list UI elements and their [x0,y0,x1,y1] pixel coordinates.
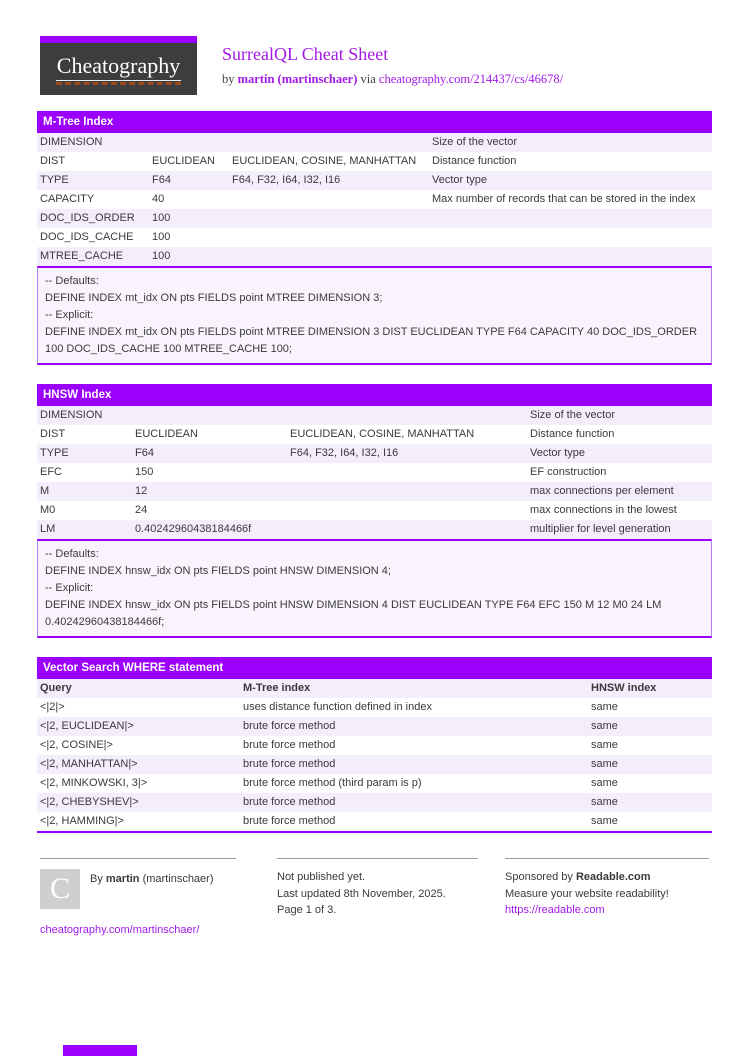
sponsor-name: Readable.com [575,871,651,883]
table-cell [149,133,229,152]
table-cell: brute force method [243,720,336,732]
mtree-code-block [37,266,712,365]
table-cell: 0.40242960438184466f [135,523,252,535]
table-row [37,444,712,463]
table-cell: brute force method [243,796,336,808]
sponsored-by-label: Sponsored by [505,871,573,883]
table-row [37,774,712,793]
table-cell: same [591,758,618,770]
last-updated: Last updated 8th November, 2025. [277,887,446,900]
table-cell: 150 [135,466,154,478]
code-line: -- Explicit: [45,582,94,594]
table-cell [229,190,429,209]
table-cell [229,209,429,228]
table-row [37,209,712,228]
table-cell [229,228,429,247]
table-cell: <|2, EUCLIDEAN|> [40,720,134,732]
table-cell [287,482,527,501]
table-cell: TYPE [40,447,69,459]
table-row [37,463,712,482]
code-line: DEFINE INDEX hnsw_idx ON pts FIELDS point HNSW DIMENSION 4 DIST EUCLIDEAN TYPE F64 EFC 150 M 12 M0 24 LM 0.40242960438184466f; [45,599,662,628]
table-cell [287,463,527,482]
table-cell: same [591,701,618,713]
logo-underline-dashes [56,82,181,85]
table-cell: <|2|> [40,701,65,713]
byline-via: via [360,72,376,86]
table-cell: <|2, MINKOWSKI, 3|> [40,777,148,789]
column-header-cell: HNSW index [591,682,657,694]
table-cell: EF construction [530,466,607,478]
table-cell: max connections in the lowest [530,504,677,516]
code-line: -- Defaults: [45,275,99,287]
table-cell [287,501,527,520]
vector-search-table [37,679,712,833]
table-cell: same [591,777,618,789]
hnsw-params-table [37,406,712,539]
column-header-cell: Query [40,682,72,694]
table-cell [429,247,712,266]
table-cell: <|2, MANHATTAN|> [40,758,138,770]
footer-by-label: By [90,873,103,885]
table-cell: Vector type [530,447,586,459]
publish-status: Not published yet. [277,871,366,883]
table-cell: multiplier for level generation [530,523,671,535]
table-cell: DIMENSION [40,409,103,421]
table-cell: MTREE_CACHE [40,250,124,262]
mtree-params-table [37,133,712,266]
table-cell: 40 [152,193,165,205]
table-cell: same [591,739,618,751]
table-cell: F64, F32, I64, I32, I16 [232,174,341,186]
table-row [37,171,712,190]
table-cell: EUCLIDEAN, COSINE, MANHATTAN [290,428,475,440]
table-cell: EUCLIDEAN, COSINE, MANHATTAN [232,155,417,167]
table-cell: <|2, COSINE|> [40,739,113,751]
table-cell: DIMENSION [40,136,103,148]
table-cell [132,406,287,425]
table-row [37,482,712,501]
sheet-url-link[interactable]: cheatography.com/214437/cs/46678/ [378,72,564,86]
table-cell [429,228,712,247]
table-cell: DOC_IDS_CACHE [40,231,134,243]
section-header-vector-search: Vector Search WHERE statement [37,657,712,679]
table-cell [229,247,429,266]
table-cell: uses distance function defined in index [243,701,432,713]
table-cell: 12 [135,485,148,497]
table-header-row [37,679,712,698]
table-row [37,717,712,736]
byline-by: by [222,72,235,86]
code-line: DEFINE INDEX mt_idx ON pts FIELDS point MTREE DIMENSION 3 DIST EUCLIDEAN TYPE F64 CAPACITY 40 DOC_IDS_ORDER 100 DOC_IDS_CACHE 100 MTREE_CACHE 100; [45,326,698,355]
table-cell: F64 [152,174,171,186]
footer-sponsor-column [505,858,709,919]
table-row [37,406,712,425]
table-row [37,812,712,832]
code-line: -- Explicit: [45,309,94,321]
cheatography-logo[interactable] [40,36,197,95]
table-cell: F64, F32, I64, I32, I16 [290,447,399,459]
next-page-logo-strip [63,1045,137,1056]
sponsor-url-link[interactable]: https://readable.com [505,904,605,916]
section-header-hnsw: HNSW Index [37,384,712,406]
table-cell: 24 [135,504,148,516]
table-row [37,133,712,152]
section-vector-search [37,657,712,833]
section-hnsw-index [37,384,712,638]
footer-status-column [277,858,478,919]
table-cell: <|2, CHEBYSHEV|> [40,796,139,808]
page-title: SurrealQL Cheat Sheet [222,44,389,64]
table-cell: TYPE [40,174,69,186]
table-row [37,793,712,812]
table-cell: same [591,720,618,732]
sponsor-tagline: Measure your website readability! [505,887,669,900]
table-cell: EUCLIDEAN [152,155,215,167]
table-cell: EFC [40,466,62,478]
table-cell: Distance function [432,155,517,167]
column-header-cell: M-Tree index [243,682,311,694]
table-cell [229,133,429,152]
byline [222,72,563,87]
author-link[interactable]: martin (martinschaer) [237,72,358,86]
table-cell: 100 [152,250,171,262]
table-cell: 100 [152,231,171,243]
table-row [37,501,712,520]
table-cell: EUCLIDEAN [135,428,198,440]
table-row [37,698,712,717]
table-cell: M0 [40,504,56,516]
table-row [37,228,712,247]
table-cell: same [591,815,618,827]
sheet-content [37,111,712,852]
logo-wordmark: Cheatography [56,53,181,81]
table-row [37,520,712,539]
code-line: -- Defaults: [45,548,99,560]
table-cell: CAPACITY [40,193,95,205]
table-cell [287,520,527,539]
table-cell: max connections per element [530,485,674,497]
table-cell: <|2, HAMMING|> [40,815,124,827]
table-row [37,247,712,266]
section-header-mtree: M-Tree Index [37,111,712,133]
table-cell: Vector type [432,174,488,186]
footer-author-handle: (martinschaer) [142,873,214,885]
table-row [37,190,712,209]
header-title-block [222,44,563,87]
table-row [37,425,712,444]
profile-url-link[interactable]: cheatography.com/martinschaer/ [40,924,200,936]
table-cell: brute force method [243,815,336,827]
table-row [37,152,712,171]
table-cell: DOC_IDS_ORDER [40,212,135,224]
footer-author-column [40,858,236,909]
table-cell: Distance function [530,428,615,440]
logo-purple-strip [40,36,197,43]
table-cell [287,406,527,425]
table-cell: DIST [40,155,66,167]
footer-byline [90,869,236,888]
table-cell: LM [40,523,56,535]
table-row [37,736,712,755]
table-row [37,755,712,774]
table-cell: Size of the vector [530,409,615,421]
table-cell: brute force method [243,739,336,751]
page-count: Page 1 of 3. [277,904,337,916]
sponsor-line [505,869,709,886]
table-cell: F64 [135,447,154,459]
table-cell: same [591,796,618,808]
table-cell: brute force method (third param is p) [243,777,422,789]
code-line: DEFINE INDEX hnsw_idx ON pts FIELDS point HNSW DIMENSION 4; [45,565,391,577]
section-mtree-index [37,111,712,365]
table-cell: Size of the vector [432,136,517,148]
table-cell: 100 [152,212,171,224]
table-cell: M [40,485,50,497]
logo-box [40,43,197,95]
table-cell: DIST [40,428,66,440]
author-avatar: C [40,869,80,909]
table-cell: brute force method [243,758,336,770]
footer-author-name: martin [105,873,140,885]
hnsw-code-block [37,539,712,638]
code-line: DEFINE INDEX mt_idx ON pts FIELDS point MTREE DIMENSION 3; [45,292,383,304]
table-cell [429,209,712,228]
table-cell: Max number of records that can be stored in the index [432,193,696,205]
